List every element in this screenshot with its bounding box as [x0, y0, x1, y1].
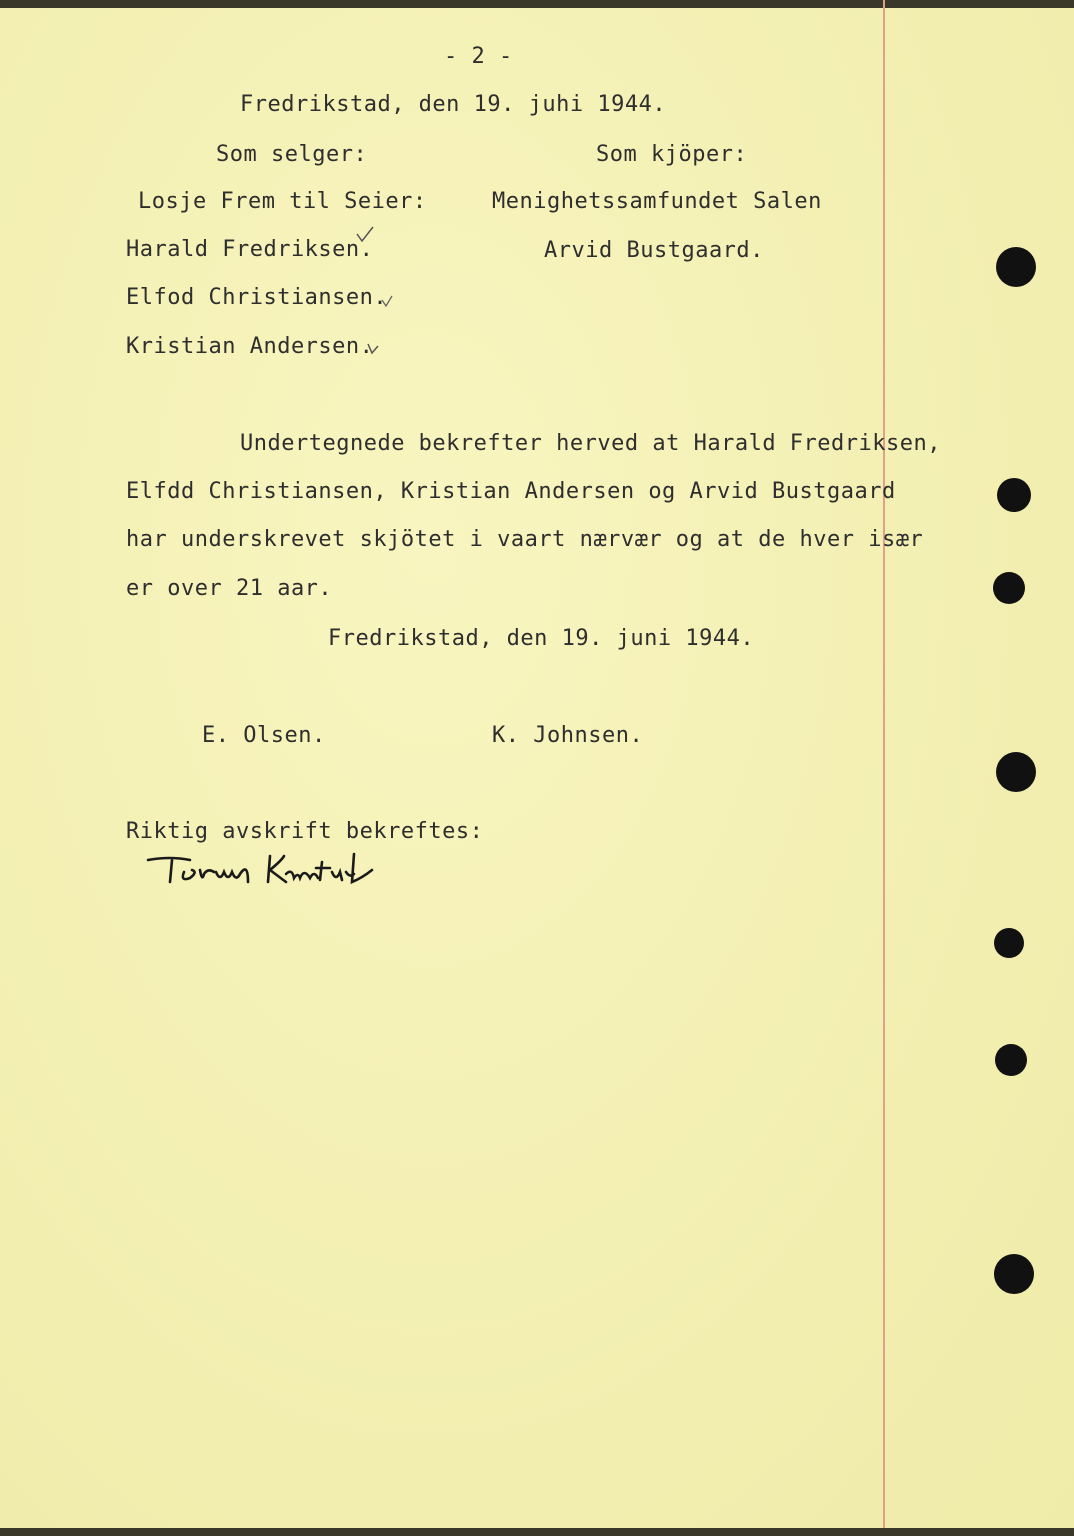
seller-organization: Losje Frem til Seier:	[138, 189, 427, 214]
witness-text-line-1: Undertegnede bekrefter herved at Harald Fredriksen,	[240, 431, 942, 456]
punch-hole	[996, 752, 1036, 792]
margin-rule	[883, 0, 885, 1528]
date-line-bottom: Fredrikstad, den 19. juni 1944.	[328, 626, 755, 651]
witness-text-line-4: er over 21 aar.	[126, 576, 333, 601]
punch-hole	[995, 1044, 1027, 1076]
seller-heading: Som selger:	[216, 142, 368, 167]
punch-hole	[994, 1254, 1034, 1294]
certification-line: Riktig avskrift bekreftes:	[126, 819, 484, 844]
witness-1: E. Olsen.	[202, 723, 326, 748]
check-mark-icon	[354, 224, 376, 246]
seller-signatory-3: Kristian Andersen.	[126, 334, 374, 359]
buyer-heading: Som kjöper:	[596, 142, 748, 167]
punch-hole	[994, 928, 1024, 958]
page-top-edge	[0, 0, 1074, 8]
punch-hole	[993, 572, 1025, 604]
buyer-signatory-1: Arvid Bustgaard.	[544, 238, 764, 263]
seller-signatory-2: Elfod Christiansen.	[126, 285, 388, 310]
date-line-top: Fredrikstad, den 19. juhi 1944.	[240, 92, 667, 117]
handwritten-signature	[140, 848, 400, 892]
check-mark-icon	[366, 340, 380, 356]
page-bottom-edge	[0, 1528, 1074, 1536]
page-number: - 2 -	[444, 44, 513, 69]
witness-text-line-2: Elfdd Christiansen, Kristian Andersen og Arvid Bustgaard	[126, 479, 896, 504]
witness-text-line-3: har underskrevet skjötet i vaart nærvær og at de hver især	[126, 527, 924, 552]
seller-signatory-1: Harald Fredriksen.	[126, 237, 374, 262]
punch-hole	[997, 478, 1031, 512]
buyer-organization: Menighetssamfundet Salen	[492, 189, 822, 214]
punch-hole	[996, 247, 1036, 287]
check-mark-icon	[380, 294, 394, 308]
witness-2: K. Johnsen.	[492, 723, 644, 748]
